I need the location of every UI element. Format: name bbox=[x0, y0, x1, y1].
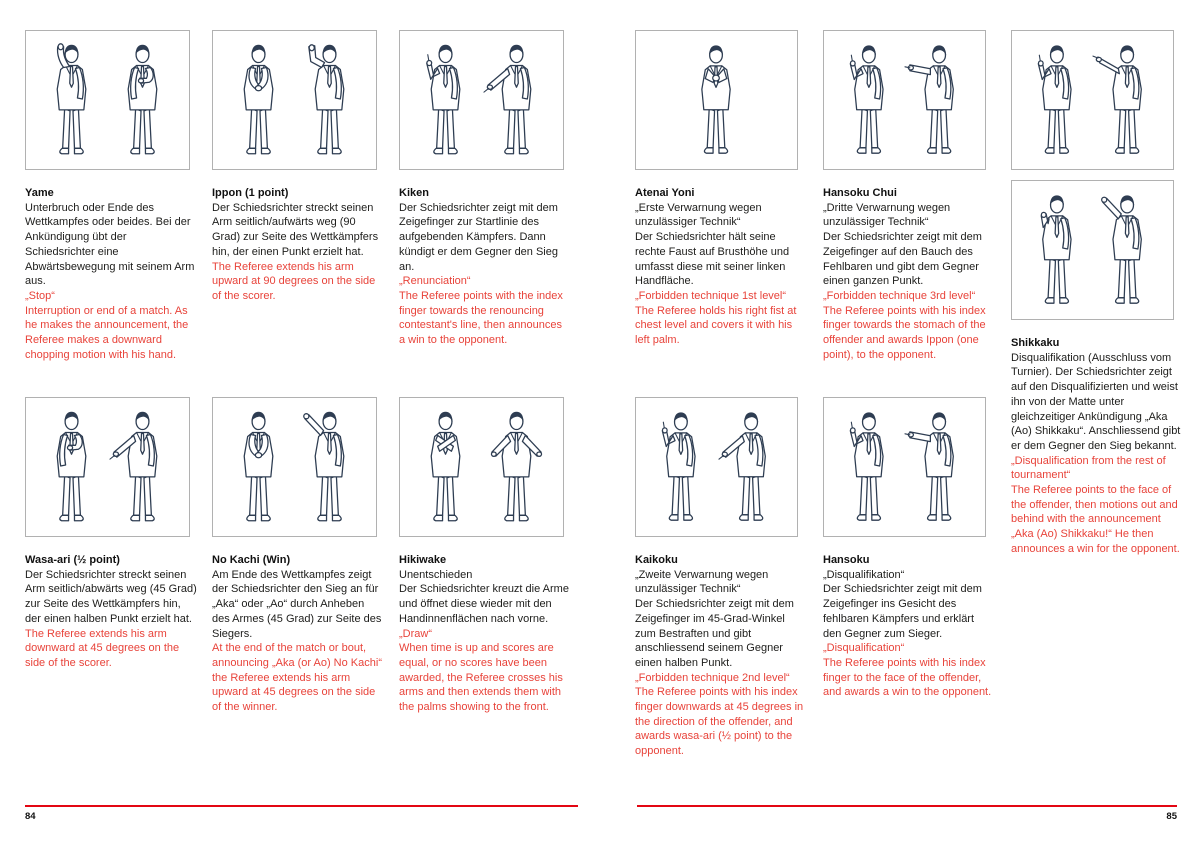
page-number-left: 84 bbox=[25, 811, 36, 822]
referee-illustration-ippon bbox=[212, 30, 377, 170]
signal-quote-de: „Dritte Verwarnung wegen unzulässiger Technik“ bbox=[823, 201, 951, 229]
signal-text-en: The Referee points with his index finger downwards at 45 degrees in the direction of the offender, and awards wasa-ari (½ point) to the opponent. bbox=[635, 686, 804, 758]
signal-entry-nokachi bbox=[212, 537, 384, 715]
referee-figure-drawing bbox=[213, 31, 376, 169]
signal-text-en: The Referee points with the index finger towards the renouncing contestant's line, then announces a win to the opponent. bbox=[399, 289, 563, 347]
referee-illustration-atenai-yoni bbox=[635, 30, 798, 170]
signal-text-en: When time is up and scores are equal, or no scores have been awarded, the Referee crosses his arms and then extends them with the palms showing to the front. bbox=[399, 642, 563, 714]
signal-text-de: Der Schiedsrichter zeigt mit dem Zeigefinger im 45-Grad-Winkel zum Bestraften und gibt anschliessend seinem Gegner einen halben Punkt. bbox=[635, 598, 794, 669]
signal-entry-hansoku bbox=[823, 537, 993, 759]
signal-text-de: Der Schiedsrichter hält seine rechte Faust auf Brusthöhe und umfasst diese mit seiner linken Handfläche. bbox=[635, 231, 790, 288]
signal-entry-atenai-yoni bbox=[635, 170, 805, 397]
signal-quote-en: „Stop“ bbox=[25, 289, 55, 302]
signal-text-en: The Referee points with his index finger to the face of the offender, and awards a win to the opponent. bbox=[823, 656, 992, 699]
signal-text-de: Der Schiedsrichter zeigt mit dem Zeigefinger auf den Bauch des Fehlbaren und gibt dem Gegner einen ganzen Punkt. bbox=[823, 231, 982, 288]
signal-text-de: Der Schiedsrichter kreuzt die Arme und öffnet diese wieder mit den Handinnenflächen nach vorne. bbox=[399, 583, 569, 625]
signal-text-de: Der Schiedsrichter streckt seinen Arm seitlich/aufwärts weg (90 Grad) zur Seite des Wettkämpfers hin, der einen Punkt erzielt hat. bbox=[212, 201, 379, 258]
signal-title: Atenai Yoni bbox=[635, 187, 695, 199]
referee-illustration-wasaari bbox=[25, 397, 190, 537]
signal-quote-en: „Draw“ bbox=[399, 627, 432, 640]
referee-figure-drawing bbox=[400, 31, 563, 169]
signal-text-en: The Referee extends his arm downward at 45 degrees on the side of the scorer. bbox=[25, 627, 180, 669]
signal-text-en: The Referee holds his right fist at chest level and covers it with his left palm. bbox=[635, 304, 797, 347]
signal-text-en: At the end of the match or bout, announcing „Aka (or Ao) No Kachi“ the Referee extends his arm upward at 45 degrees on the side of the winner. bbox=[212, 642, 382, 714]
signal-title: Hansoku bbox=[823, 554, 870, 566]
referee-figure-drawing bbox=[26, 398, 189, 536]
signal-quote-de: „Zweite Verwarnung wegen unzulässiger Technik“ bbox=[635, 568, 769, 596]
signal-title: Wasa-ari (½ point) bbox=[25, 554, 120, 566]
signal-entry-shikkaku bbox=[1011, 330, 1181, 557]
referee-illustration-kaikoku bbox=[635, 397, 798, 537]
signal-title: Shikkaku bbox=[1011, 337, 1060, 349]
signal-entry-hikiwake bbox=[399, 537, 571, 715]
signal-quote-de: „Disqualifikation“ bbox=[823, 568, 905, 581]
signal-title: Hikiwake bbox=[399, 554, 447, 566]
signal-text-de: Disqualifikation (Ausschluss vom Turnier). Der Schiedsrichter zeigt auf den Disqualifizierten und weist ihn von der Matte unter gleichzeitiger Ankündigung „Aka (Ao) Shikkaku“. Anschliessend gibt er dem Gegner den Sieg bekannt. bbox=[1011, 351, 1181, 452]
referee-figure-drawing bbox=[824, 398, 985, 536]
signal-text-de: Der Schiedsrichter zeigt mit dem Zeigefinger zur Startlinie des aufgebenden Kämpfers. Dann kündigt er dem Gegner den Sieg an. bbox=[399, 201, 558, 273]
signal-text-de: Am Ende des Wettkampfes zeigt der Schiedsrichter den Sieg an für „Aka“ oder „Ao“ durch Anheben des Armes (45 Grad) zur Seite des Siegers. bbox=[212, 568, 382, 640]
signal-title: Kiken bbox=[399, 187, 429, 199]
signal-quote-en: „Disqualification from the rest of tournament“ bbox=[1011, 454, 1166, 482]
signal-text-en: Interruption or end of a match. As he makes the announcement, the Referee makes a downward chopping motion with his hand. bbox=[25, 304, 189, 361]
page-right bbox=[635, 30, 1181, 759]
referee-illustration-hikiwake bbox=[399, 397, 564, 537]
signal-quote-en: „Disqualification“ bbox=[823, 642, 905, 655]
page-left bbox=[25, 30, 569, 715]
signal-text-en: The Referee points to the face of the offender, then motions out and behind with the announcement „Aka (Ao) Shikkaku!“ He then announces a win for the opponent. bbox=[1011, 484, 1180, 555]
signal-entry-yame bbox=[25, 170, 197, 397]
signal-entry-kaikoku bbox=[635, 537, 805, 759]
signal-entry-kiken bbox=[399, 170, 571, 397]
signal-title: No Kachi (Win) bbox=[212, 554, 291, 566]
referee-figure-drawing bbox=[636, 31, 797, 169]
signal-text-de: Unentschieden bbox=[399, 568, 473, 581]
signal-quote-de: „Erste Verwarnung wegen unzulässiger Technik“ bbox=[635, 201, 762, 229]
referee-figure-drawing bbox=[636, 398, 797, 536]
page-number-right: 85 bbox=[1166, 811, 1177, 822]
signal-title: Yame bbox=[25, 187, 54, 199]
signal-entry-wasaari bbox=[25, 537, 197, 715]
signal-text-de: Der Schiedsrichter streckt seinen Arm seitlich/abwärts weg (45 Grad) zur Seite des Wettkämpfers hin, der einen halben Punkt erzielt hat. bbox=[25, 568, 197, 625]
referee-figure-drawing bbox=[1012, 181, 1173, 319]
referee-figure-drawing bbox=[1012, 31, 1173, 169]
shikkaku-column bbox=[1011, 30, 1181, 759]
signal-text-en: The Referee extends his arm upward at 90 degrees on the side of the scorer. bbox=[212, 260, 376, 302]
referee-illustration-yame bbox=[25, 30, 190, 170]
footer-rule-left bbox=[25, 805, 578, 807]
referee-figure-drawing bbox=[26, 31, 189, 169]
signal-title: Hansoku Chui bbox=[823, 187, 897, 199]
referee-illustration-shikkaku-2 bbox=[1011, 180, 1174, 320]
signal-text-de: Unterbruch oder Ende des Wettkampfes oder beides. Bei der Ankündigung übt der Schiedsrichter eine Abwärtsbewegung mit seinem Arm aus. bbox=[25, 201, 195, 288]
signal-quote-en: „Renunciation“ bbox=[399, 275, 471, 288]
signal-title: Kaikoku bbox=[635, 554, 678, 566]
signal-entry-hansoku-chui bbox=[823, 170, 993, 397]
signal-title: Ippon (1 point) bbox=[212, 187, 289, 199]
referee-illustration-nokachi bbox=[212, 397, 377, 537]
referee-illustration-hansoku bbox=[823, 397, 986, 537]
referee-illustration-shikkaku-1 bbox=[1011, 30, 1174, 170]
signal-quote-en: „Forbidden technique 3rd level“ bbox=[823, 289, 976, 302]
referee-figure-drawing bbox=[213, 398, 376, 536]
referee-figure-drawing bbox=[400, 398, 563, 536]
signal-quote-en: „Forbidden technique 2nd level“ bbox=[635, 671, 790, 684]
signal-text-de: Der Schiedsrichter zeigt mit dem Zeigefinger ins Gesicht des fehlbaren Kämpfers und erklärt den Gegner zum Sieger. bbox=[823, 583, 982, 640]
signal-quote-en: „Forbidden technique 1st level“ bbox=[635, 289, 787, 302]
referee-illustration-hansoku-chui bbox=[823, 30, 986, 170]
signal-entry-ippon bbox=[212, 170, 384, 397]
referee-figure-drawing bbox=[824, 31, 985, 169]
signal-text-en: The Referee points with his index finger towards the stomach of the offender and awards Ippon (one point), to the opponent. bbox=[823, 304, 986, 361]
referee-illustration-kiken bbox=[399, 30, 564, 170]
footer-rule-right bbox=[637, 805, 1177, 807]
